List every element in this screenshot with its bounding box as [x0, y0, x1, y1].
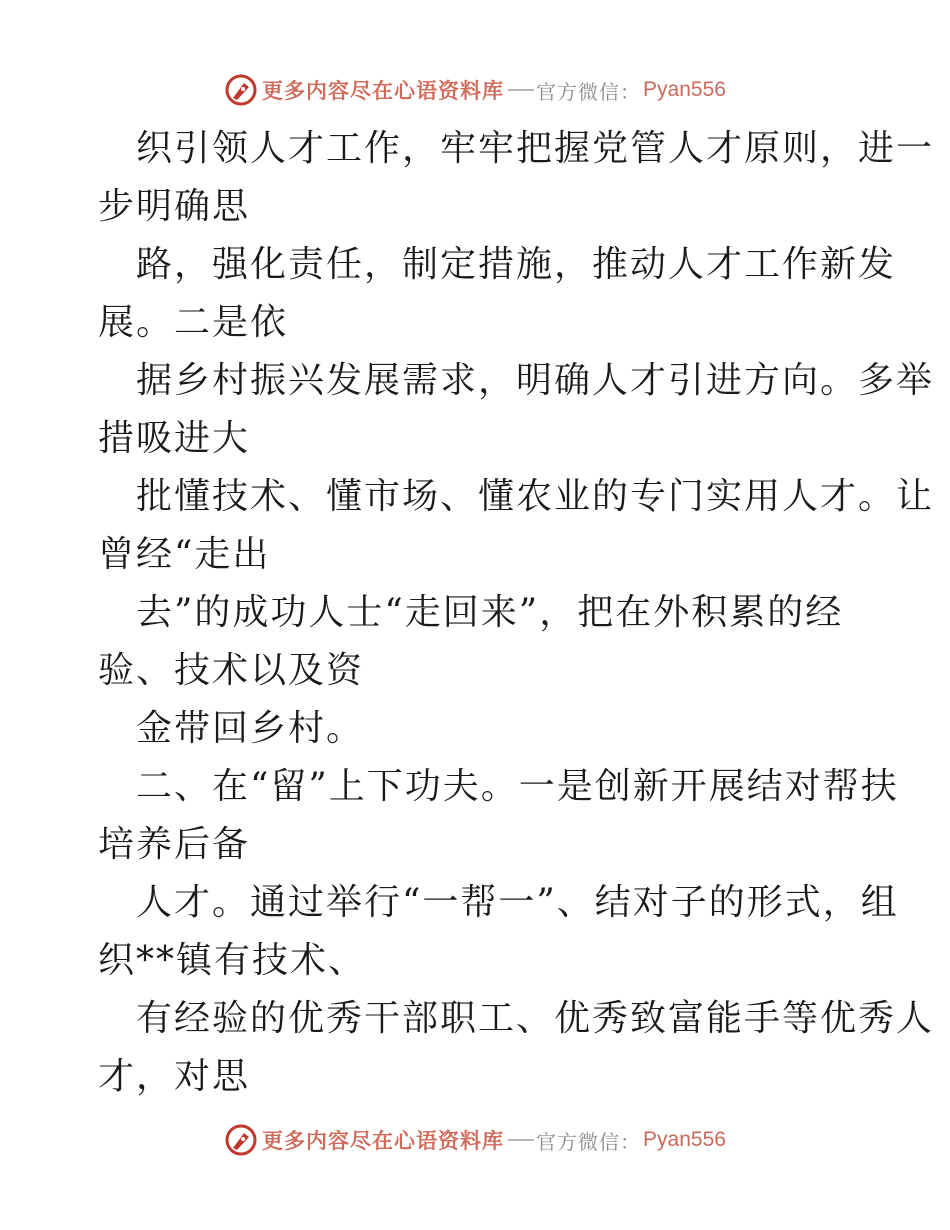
text-line: 展。二是依 — [98, 302, 289, 343]
pen-nib-logo-icon — [224, 1123, 258, 1157]
header-dash — [508, 89, 534, 91]
text-line: 有经验的优秀干部职工、优秀致富能手等优秀人 — [136, 998, 935, 1039]
text-line: 人才。通过举行“一帮一”、结对子的形式，组 — [136, 882, 899, 923]
text-line: 措吸进大 — [98, 418, 251, 459]
footer-watermark — [0, 1120, 950, 1160]
header-brand-text: 更多内容尽在心语资料库 — [262, 79, 505, 103]
text-line: 去”的成功人士“走回来”，把在外积累的经 — [136, 592, 844, 633]
text-line: 金带回乡村。 — [136, 708, 365, 749]
text-line: 织引领人才工作，牢牢把握党管人才原则，进一 — [136, 128, 935, 169]
text-line: 才，对思 — [98, 1056, 251, 1097]
header-watermark — [0, 70, 950, 110]
text-line: 路，强化责任，制定措施，推动人才工作新发 — [136, 244, 897, 285]
text-line: 步明确思 — [98, 186, 251, 227]
text-line: 二、在“留”上下功夫。一是创新开展结对帮扶 — [136, 766, 899, 807]
document-body — [98, 120, 935, 1106]
text-line: 据乡村振兴发展需求，明确人才引进方向。多举 — [136, 360, 935, 401]
footer-official-label: 官方微信： — [536, 1129, 642, 1154]
text-line: 曾经“走出 — [98, 534, 271, 575]
pen-nib-logo-icon — [224, 73, 258, 107]
text-line: 验、技术以及资 — [98, 650, 365, 691]
header-wechat-id: Pyan556 — [643, 78, 726, 101]
text-line: 织**镇有技术、 — [98, 940, 367, 981]
footer-wechat-id: Pyan556 — [643, 1128, 726, 1151]
footer-dash — [508, 1139, 534, 1141]
text-line: 批懂技术、懂市场、懂农业的专门实用人才。让 — [136, 476, 935, 517]
header-official-label: 官方微信： — [536, 79, 642, 104]
text-line: 培养后备 — [98, 824, 251, 865]
footer-brand-text: 更多内容尽在心语资料库 — [262, 1129, 505, 1153]
